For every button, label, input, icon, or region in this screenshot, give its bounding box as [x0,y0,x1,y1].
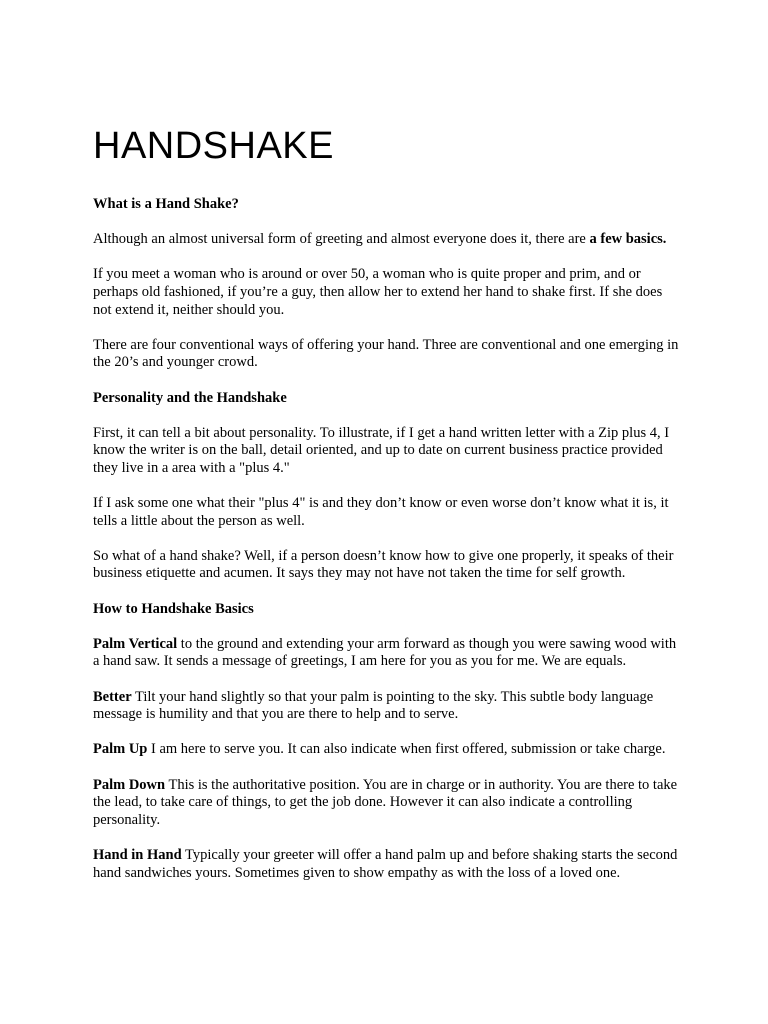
paragraph-four-ways: There are four conventional ways of offering your hand. Three are conventional and one emerging in the 20’s and younger crowd. [93,336,679,371]
paragraph-palm-up [93,741,684,759]
paragraph-so-what: So what of a hand shake? Well, if a person doesn’t know how to give one properly, it speaks of their business etiquette and acumen. It says they may not have not taken the time for self growth. [93,547,674,582]
text-better: Tilt your hand slightly so that your palm is pointing to the sky. This subtle body language message is humility and that you are there to help and to serve. [93,688,654,723]
term-palm-up: Palm Up [93,741,148,758]
term-palm-vertical: Palm Vertical [93,635,178,652]
text-hand-in-hand: Typically your greeter will offer a hand palm up and before shaking starts the second hand sandwiches yours. Sometimes given to show empathy as with the loss of a loved one. [93,846,678,881]
paragraph-hand-in-hand [93,847,684,882]
paragraph-better [93,689,684,724]
text-palm-vertical: to the ground and extending your arm forward as though you were sawing wood with a hand saw. It sends a message of greetings, I am here for you as you for me. We are equals. [93,635,677,670]
paragraph-zip-plus-4: First, it can tell a bit about personality. To illustrate, if I get a hand written letter with a Zip plus 4, I know the writer is on the ball, detail oriented, and up to date on current business practice provided they live in a area with a "plus 4." [93,424,670,476]
term-palm-down: Palm Down [93,776,166,793]
heading-what-is-handshake: What is a Hand Shake? [93,196,239,212]
paragraph-plus-4-question: If I ask some one what their "plus 4" is and they don’t know or even worse don’t know what it is, it tells a little about the person as well. [93,495,669,529]
paragraph-palm-down [93,777,684,830]
term-better: Better [93,688,132,705]
text-palm-up: I am here to serve you. It can also indicate when first offered, submission or take charge. [147,741,666,758]
term-hand-in-hand: Hand in Hand [93,846,182,863]
paragraph-intro-bold: a few basics. [589,231,667,248]
heading-personality: Personality and the Handshake [93,389,287,406]
paragraph-palm-vertical [93,636,684,671]
paragraph-intro-text: Although an almost universal form of greeting and almost everyone does it, there are [93,231,590,248]
paragraph-woman-rule: If you meet a woman who is around or over 50, a woman who is quite proper and prim, and or perhaps old fashioned, if you’re a guy, then allow her to extend her hand to shake first. If she does not extend it, neither should you. [93,266,663,318]
document-title: HANDSHAKE [93,125,334,167]
text-palm-down: This is the authoritative position. You are in charge or in authority. You are there to take the lead, to take care of things, to get the job done. However it can also indicate a controlling personality. [93,776,678,828]
heading-basics: How to Handshake Basics [93,600,254,617]
paragraph-intro [93,231,684,249]
document-body [93,196,684,882]
